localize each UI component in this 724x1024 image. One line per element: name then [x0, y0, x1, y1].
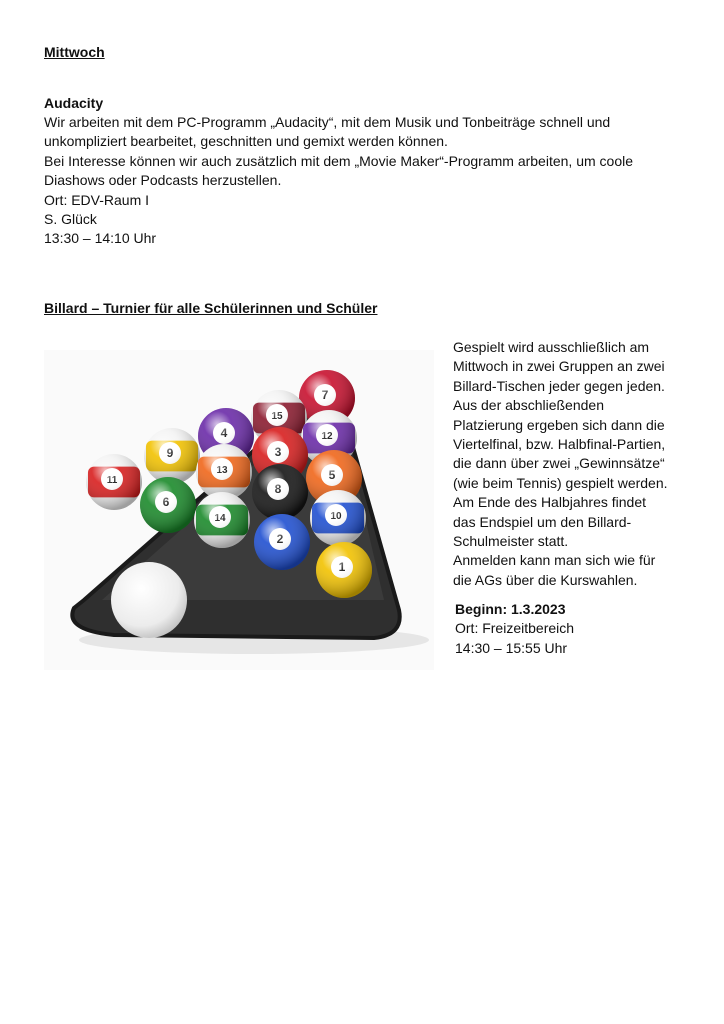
billiard-description-line: Mittwoch in zwei Gruppen an zwei — [453, 358, 665, 375]
billiard-ball-14 — [194, 492, 250, 548]
billiard-time: 14:30 – 15:55 Uhr — [455, 639, 568, 656]
billiard-balls-image — [44, 350, 434, 670]
billiard-description-line: Aus der abschließenden — [453, 397, 604, 414]
billiard-description-line: Anmelden kann man sich wie für — [453, 552, 656, 569]
billiard-ball-13 — [196, 444, 252, 500]
billiard-description-line: Schulmeister statt. — [453, 533, 569, 550]
audacity-time: 13:30 – 14:10 Uhr — [44, 230, 157, 247]
billiard-ball-10 — [310, 490, 366, 546]
audacity-description — [44, 113, 633, 249]
cue-ball — [111, 562, 187, 638]
billiard-ball-1 — [316, 542, 372, 598]
billiard-location: Ort: Freizeitbereich — [455, 620, 575, 637]
day-heading: Mittwoch — [44, 44, 105, 60]
billiard-ball-2 — [254, 514, 310, 570]
audacity-line: Wir arbeiten mit dem PC-Programm „Audacity“, mit dem Musik und Tonbeiträge schnell und — [44, 114, 611, 130]
billiard-description-line: Viertelfinal, bzw. Halbfinal-Partien, — [453, 436, 666, 453]
billiard-ball-8 — [252, 464, 308, 520]
billiard-description — [453, 338, 668, 590]
billiard-details — [455, 600, 574, 658]
billiard-ball-9 — [144, 428, 200, 484]
audacity-location: Ort: EDV-Raum I — [44, 191, 150, 208]
audacity-line: Bei Interesse können wir auch zusätzlich mit dem „Movie Maker“-Programm arbeiten, um coole — [44, 152, 634, 169]
billiard-start-date: Beginn: 1.3.2023 — [455, 601, 566, 617]
audacity-title: Audacity — [44, 95, 104, 111]
billiard-ball-11 — [86, 454, 142, 510]
billiard-description-line: Gespielt wird ausschließlich am — [453, 339, 650, 355]
audacity-line: Diashows oder Podcasts herzustellen. — [44, 172, 282, 189]
billiard-ball-6 — [140, 477, 196, 533]
audacity-line: unkompliziert bearbeitet, geschnitten und gemixt werden können. — [44, 133, 448, 150]
audacity-teacher: S. Glück — [44, 211, 97, 228]
billiard-title: Billard – Turnier für alle Schülerinnen und Schüler — [44, 300, 378, 316]
billiard-description-line: die AGs über die Kurswahlen. — [453, 571, 638, 588]
billiard-description-line: das Endspiel um den Billard- — [453, 513, 632, 530]
billiard-description-line: Am Ende des Halbjahres findet — [453, 494, 646, 511]
billiard-description-line: die dann über zwei „Gewinnsätze“ — [453, 455, 665, 472]
billiard-description-line: Billard-Tischen jeder gegen jeden. — [453, 377, 665, 394]
billiard-description-line: Platzierung ergeben sich dann die — [453, 416, 665, 433]
billiard-description-line: (wie beim Tennis) gespielt werden. — [453, 474, 668, 491]
